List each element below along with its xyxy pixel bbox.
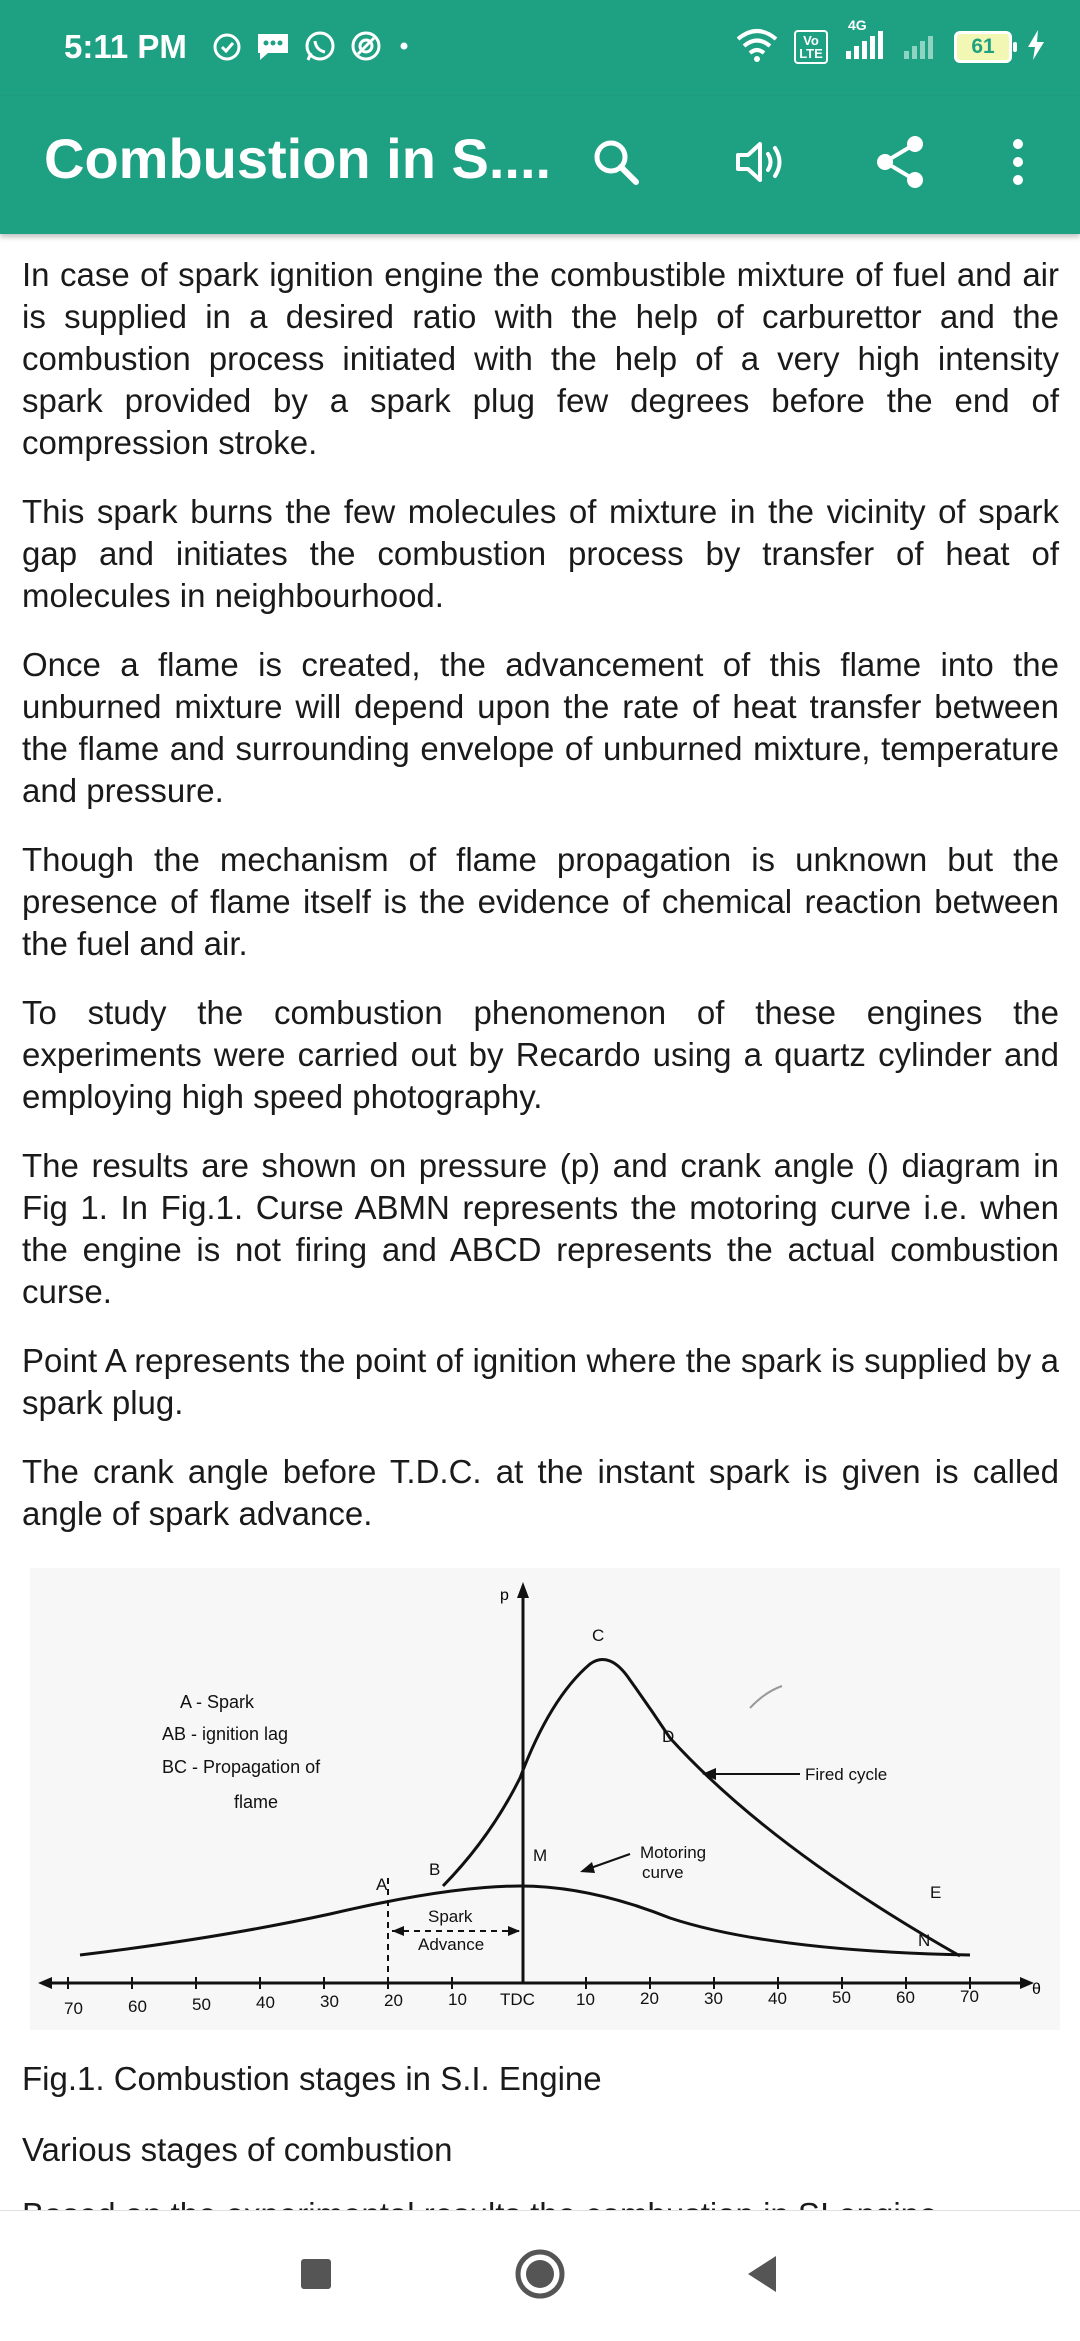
signal-strength-2-icon [900,27,940,68]
alarm-icon [210,29,244,68]
app-notification-icon [348,28,384,69]
point-label-m: M [533,1846,548,1865]
read-aloud-button[interactable] [728,132,792,196]
share-button[interactable] [868,132,932,196]
fired-cycle-label: Fired cycle [805,1765,888,1784]
spark-advance-label: Spark [428,1907,473,1926]
tick-label: 10 [576,1990,595,2009]
more-notifications-dot [394,36,414,61]
point-label-e: E [930,1883,942,1902]
search-icon [589,135,643,194]
tick-label: 60 [128,1997,147,2016]
network-type-label: 4G [848,16,867,33]
paragraph: Point A represents the point of ignition where the spark is supplied by a spark plug. [22,1342,1059,1421]
x-axis-label: θ [1032,1981,1041,1998]
back-button[interactable] [722,2241,802,2311]
motoring-label: curve [642,1863,684,1882]
point-label-n: N [918,1931,931,1950]
legend-item: AB - ignition lag [162,1724,289,1744]
diagram-svg [30,1568,1060,2030]
navigation-bar [0,2210,1080,2341]
page-title: Combustion in S.... [44,127,552,190]
tick-label: 20 [640,1989,659,2008]
next-line-partial [22,2194,937,2210]
paragraph: Though the mechanism of flame propagation is unknown but the presence of flame itself is the evidence of chemical reaction between the fuel and air. [22,841,1059,962]
tick-label: 40 [256,1993,275,2012]
battery-icon: 61 [954,31,1012,63]
motoring-label: Motoring [640,1843,707,1862]
recents-button[interactable] [276,2241,356,2311]
tick-label: 10 [448,1990,467,2009]
status-time: 5:11 PM [64,28,187,65]
tick-label: 70 [960,1987,979,2006]
paragraph: This spark burns the few molecules of mixture in the vicinity of spark gap and initiates the combustion process by transfer of heat of molecules in neighbourhood. [22,493,1059,614]
message-icon [254,29,292,68]
combustion-diagram [30,1568,1060,2030]
point-label-c: C [592,1626,605,1645]
paragraph: In case of spark ignition engine the combustible mixture of fuel and air is supplied in a desired ratio with the help of carburettor and the combustion process initiated with the help of a very high intensity spark provided by a spark plug few degrees before the end of compression stroke. [22,256,1059,461]
tick-label: 40 [768,1989,787,2008]
paragraph: Once a flame is created, the advancement of this flame into the unburned mixture will depend upon the rate of heat transfer between the flame and surrounding envelope of unburned mixture, temperature and pressure. [22,646,1059,809]
article-body [22,254,1059,1562]
app-bar [0,96,1080,234]
wifi-icon [734,27,780,68]
home-icon [513,2247,567,2306]
point-label-d: D [662,1727,675,1746]
system-icons [734,16,1046,72]
point-label-b: B [429,1860,441,1879]
tick-label: 30 [320,1992,339,2011]
paragraph: The results are shown on pressure (p) and crank angle () diagram in Fig 1. In Fig.1. Curse ABMN represents the motoring curve i.e. when the engine is not firing and ABCD represents the actual combustion curse. [22,1147,1059,1310]
legend-item: A - Spark [180,1692,255,1712]
point-label-a: A [376,1875,388,1894]
back-icon [742,2252,782,2301]
tick-label: 50 [192,1995,211,2014]
more-options-button[interactable] [986,132,1050,196]
legend-item: BC - Propagation of [162,1757,321,1777]
signal-strength-icon [842,16,886,68]
spark-advance-label: Advance [418,1935,485,1954]
charging-icon [1026,28,1046,67]
legend-item: flame [234,1792,279,1812]
home-button[interactable] [500,2241,580,2311]
y-axis-label: p [500,1587,509,1604]
section-heading: Various stages of combustion [22,2131,453,2168]
tick-label-tdc: TDC [500,1990,535,2009]
paragraph: To study the combustion phenomenon of these engines the experiments were carried out by Recardo using a quartz cylinder and employing high speed photography. [22,994,1059,1115]
figure-caption: Fig.1. Combustion stages in S.I. Engine [22,2060,602,2097]
recents-icon [296,2254,336,2299]
volume-icon [730,135,790,194]
tick-label: 20 [384,1991,403,2010]
whatsapp-icon [302,28,338,69]
search-button[interactable] [584,132,648,196]
share-icon [870,132,930,197]
paragraph: The crank angle before T.D.C. at the instant spark is given is called angle of spark advance. [22,1453,1059,1532]
tick-label: 70 [64,1999,83,2018]
tick-label: 50 [832,1988,851,2007]
tick-label: 60 [896,1988,915,2007]
tick-label: 30 [704,1989,723,2008]
more-vert-icon [1008,136,1028,193]
status-bar [0,0,1080,96]
volte-icon: Vo LTE [794,30,828,64]
notification-icons [210,28,414,68]
